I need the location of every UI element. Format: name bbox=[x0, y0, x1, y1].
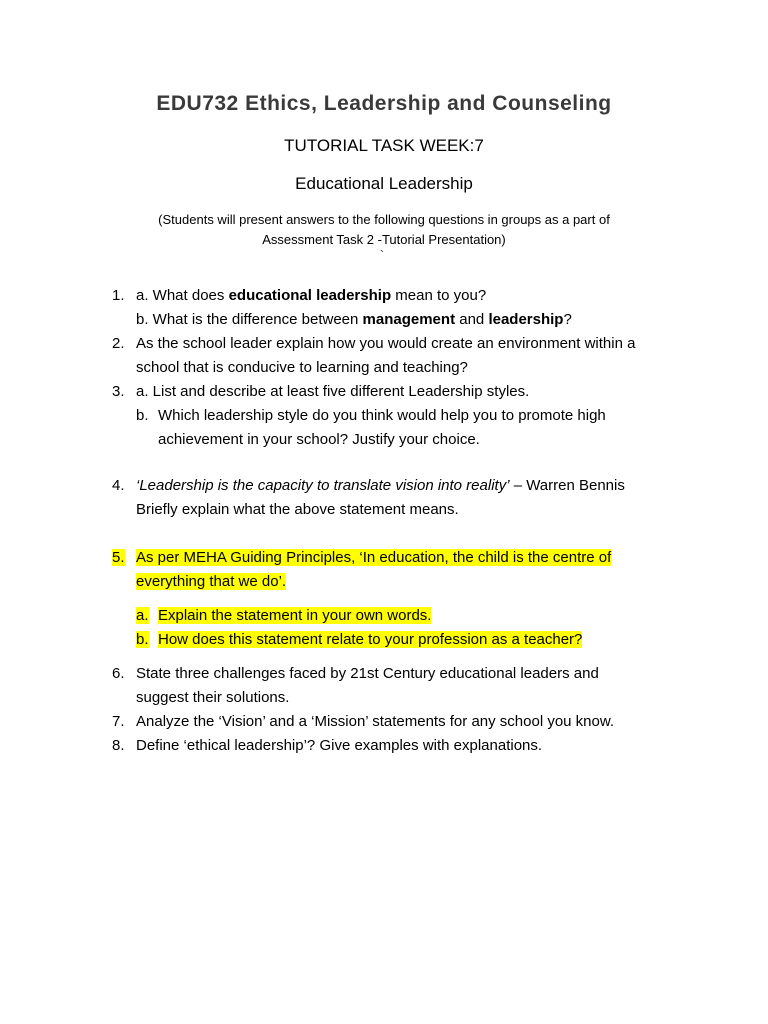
question-number: 7. bbox=[112, 713, 125, 730]
question-text-line: Analyze the ‘Vision’ and a ‘Mission’ statements for any school you know. bbox=[136, 713, 615, 730]
question-number: 8. bbox=[112, 737, 125, 754]
instruction-note bbox=[0, 210, 768, 250]
question-3b-line-1: Which leadership style do you think would help you to promote high bbox=[158, 407, 606, 424]
question-number: 6. bbox=[112, 665, 125, 682]
question-3a: a. List and describe at least five different Leadership styles. bbox=[136, 383, 530, 400]
question-3 bbox=[112, 380, 692, 452]
question-number: 1. bbox=[112, 287, 125, 304]
question-text-line: suggest their solutions. bbox=[136, 689, 290, 706]
question-3b-line-2: achievement in your school? Justify your choice. bbox=[158, 431, 480, 448]
question-5b: How does this statement relate to your profession as a teacher? bbox=[158, 631, 583, 648]
sub-label: b. bbox=[136, 407, 149, 424]
question-text-line: everything that we do’. bbox=[136, 573, 287, 590]
note-line-1: (Students will present answers to the following questions in groups as a part of bbox=[158, 212, 610, 227]
tutorial-task-heading: TUTORIAL TASK WEEK:7 bbox=[284, 136, 484, 155]
term-educational-leadership: educational leadership bbox=[228, 287, 392, 304]
question-text-line: As per MEHA Guiding Principles, ‘In education, the child is the centre of bbox=[136, 549, 612, 566]
question-number: 4. bbox=[112, 477, 125, 494]
question-text-line: As the school leader explain how you would create an environment within a bbox=[136, 335, 636, 352]
question-5 bbox=[112, 546, 692, 646]
sub-label: a. bbox=[136, 607, 149, 624]
attribution: – Warren Bennis bbox=[509, 477, 625, 494]
question-4 bbox=[112, 474, 692, 522]
question-text-line: Briefly explain what the above statement means. bbox=[136, 501, 459, 518]
question-8 bbox=[112, 734, 692, 758]
stray-mark: ` bbox=[380, 248, 384, 262]
question-number: 2. bbox=[112, 335, 125, 352]
sub-label: b. bbox=[136, 631, 149, 648]
question-1b: b. What is the difference between management and leadership? bbox=[136, 311, 572, 328]
question-7 bbox=[112, 710, 692, 734]
term-management: management bbox=[362, 311, 456, 328]
question-text-line: State three challenges faced by 21st Century educational leaders and bbox=[136, 665, 599, 682]
question-number: 5. bbox=[112, 549, 125, 566]
question-6 bbox=[112, 662, 692, 710]
question-5a: Explain the statement in your own words. bbox=[158, 607, 432, 624]
document-title: EDU732 Ethics, Leadership and Counseling bbox=[156, 92, 612, 115]
question-2 bbox=[112, 332, 692, 380]
term-leadership: leadership bbox=[488, 311, 564, 328]
question-1 bbox=[112, 284, 692, 332]
question-text-line: school that is conducive to learning and teaching? bbox=[136, 359, 468, 376]
quote: ‘Leadership is the capacity to translate vision into reality’ bbox=[136, 477, 510, 494]
topic-heading: Educational Leadership bbox=[295, 174, 473, 193]
note-line-2: Assessment Task 2 -Tutorial Presentation) bbox=[262, 232, 506, 247]
question-number: 3. bbox=[112, 383, 125, 400]
question-text-line: Define ‘ethical leadership’? Give examples with explanations. bbox=[136, 737, 543, 754]
question-4-line-1 bbox=[136, 474, 692, 498]
question-1a: a. What does educational leadership mean to you? bbox=[136, 287, 487, 304]
